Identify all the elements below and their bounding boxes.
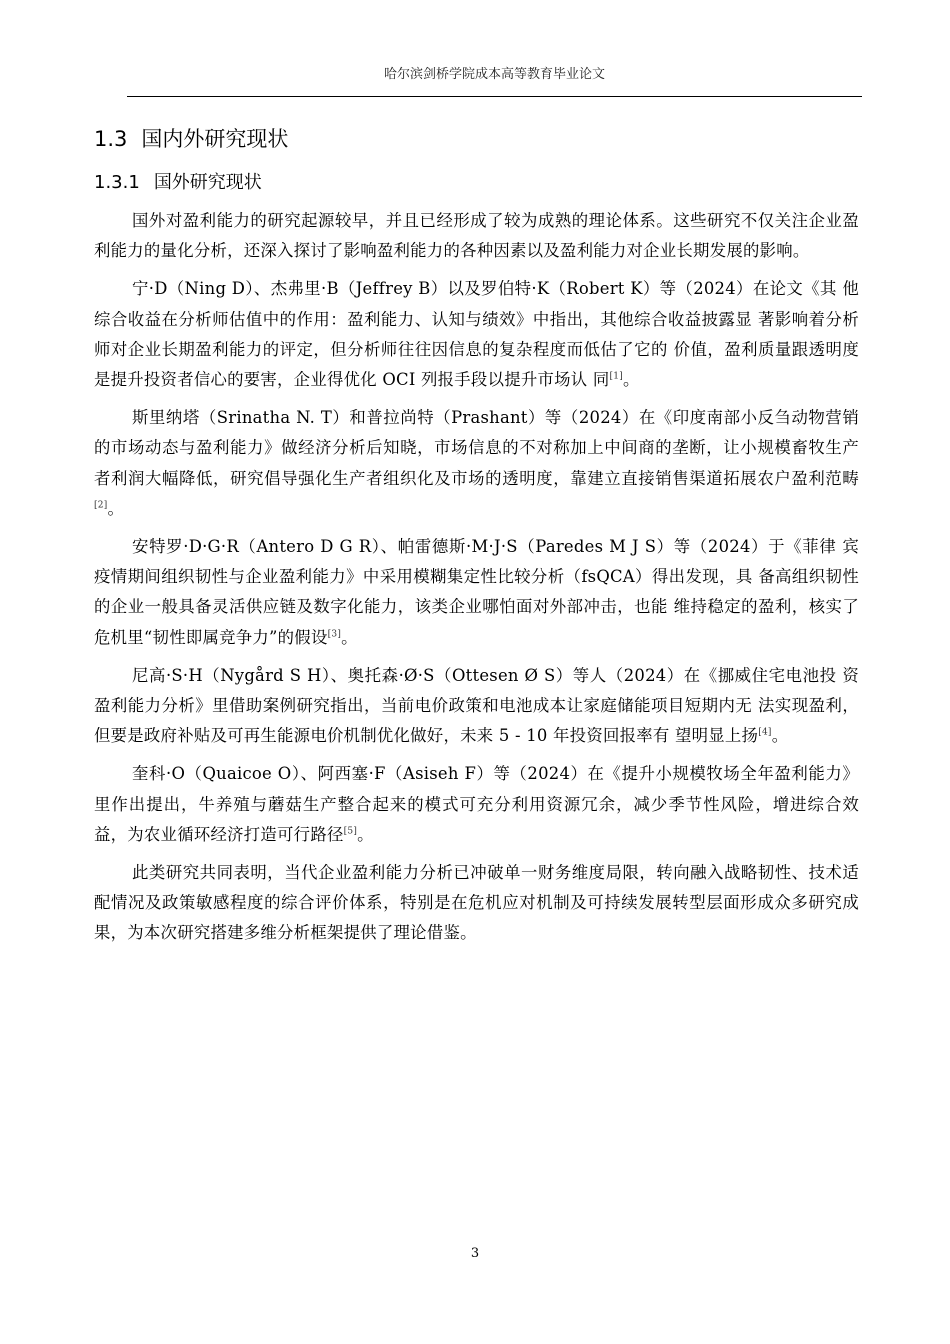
citation-ref: [4] bbox=[758, 727, 772, 738]
paragraph bbox=[94, 274, 859, 395]
section-heading bbox=[94, 122, 859, 158]
paragraph-text: 安特罗·D·G·R（Antero D G R）、帕雷德斯·M·J·S（Paredes M J S）等（2024）于《菲律 宾疫情期间组织韧性与企业盈利能力》中采用模糊集定性比较分析（fsQCA）得出发现，具 备高组织韧性的企业一般具备灵活供应链及数字化能力，该类企业哪怕面对外部冲击，也能 维持稳定的盈利，核实了危机里“韧性即属竞争力”的假设 bbox=[94, 537, 859, 647]
section-title: 国内外研究现状 bbox=[141, 127, 289, 151]
paragraph-text: 斯里纳塔（Srinatha N. T）和普拉尚特（Prashant）等（2024）在《印度南部小反刍动物营销的市场动态与盈利能力》做经济分析后知晓，市场信息的不对称加上中间商的垄断，让小规模畜牧生产者利润大幅降低，研究倡导强化生产者组织化及市场的透明度，靠建立直接销售渠道拓展农户盈利范畴 bbox=[94, 408, 859, 488]
paragraph-text: 此类研究共同表明，当代企业盈利能力分析已冲破单一财务维度局限，转向融入战略韧性、技术适配情况及政策敏感程度的综合评价体系，特别是在危机应对机制及可持续发展转型层面形成众多研究成果，为本次研究搭建多维分析框架提供了理论借鉴。 bbox=[94, 863, 859, 943]
paragraph bbox=[94, 661, 859, 752]
subsection-number: 1.3.1 bbox=[94, 172, 140, 193]
section-number: 1.3 bbox=[94, 127, 128, 151]
paragraph bbox=[94, 532, 859, 653]
paragraph-text: 国外对盈利能力的研究起源较早，并且已经形成了较为成熟的理论体系。这些研究不仅关注企业盈利能力的量化分析，还深入探讨了影响盈利能力的各种因素以及盈利能力对企业长期发展的影响。 bbox=[94, 211, 859, 261]
paragraph-tail: 。 bbox=[341, 627, 358, 647]
page-number: 3 bbox=[470, 1246, 480, 1261]
body-content bbox=[94, 122, 859, 957]
paragraph bbox=[94, 403, 859, 524]
paragraph-tail: 。 bbox=[357, 824, 374, 844]
citation-ref: [1] bbox=[609, 371, 624, 382]
paragraph-text: 宁·D（Ning D）、杰弗里·B（Jeffrey B）以及罗伯特·K（Robert K）等（2024）在论文《其 他综合收益在分析师估值中的作用：盈利能力、认知与绩效》中指出，其他综合收益披露显 著影响着分析师对企业长期盈利能力的评定，但分析师往往因信息的复杂程度而低估了它的 价值，盈利质量跟透明度是提升投资者信心的要害，企业得优化 OCI 列报手段以提升市场认 同 bbox=[94, 279, 859, 390]
citation-ref: [2] bbox=[94, 500, 108, 511]
paragraph bbox=[94, 759, 859, 850]
subsection-title: 国外研究现状 bbox=[153, 172, 262, 193]
paragraph-tail: 。 bbox=[107, 498, 125, 518]
paragraph-text: 奎科·O（Quaicoe O）、阿西塞·F（Asiseh F）等（2024）在《提升小规模牧场全年盈利能力》里作出提出，牛养殖与蘑菇生产整合起来的模式可充分利用资源冗余，减少季节性风险，增进综合效益，为农业循环经济打造可行路径 bbox=[94, 764, 859, 844]
subsection-heading bbox=[94, 168, 859, 200]
paragraph-tail: 。 bbox=[623, 370, 640, 390]
citation-ref: [5] bbox=[343, 826, 358, 837]
paragraph bbox=[94, 858, 859, 949]
paragraph-tail: 。 bbox=[771, 726, 789, 746]
paragraph bbox=[94, 206, 859, 266]
paragraph-text: 尼高·S·H（Nygård S H）、奥托森·Ø·S（Ottesen Ø S）等人（2024）在《挪威住宅电池投 资盈利能力分析》里借助案例研究指出，当前电价政策和电池成本让家庭储能项目短期内无 法实现盈利，但要是政府补贴及可再生能源电价机制优化做好，未来 5 - 10 年投资回报率有 望明显上扬 bbox=[94, 665, 859, 746]
citation-ref: [3] bbox=[327, 629, 342, 640]
running-header: 哈尔滨剑桥学院成本高等教育毕业论文 bbox=[383, 67, 605, 82]
header-rule bbox=[127, 96, 862, 97]
